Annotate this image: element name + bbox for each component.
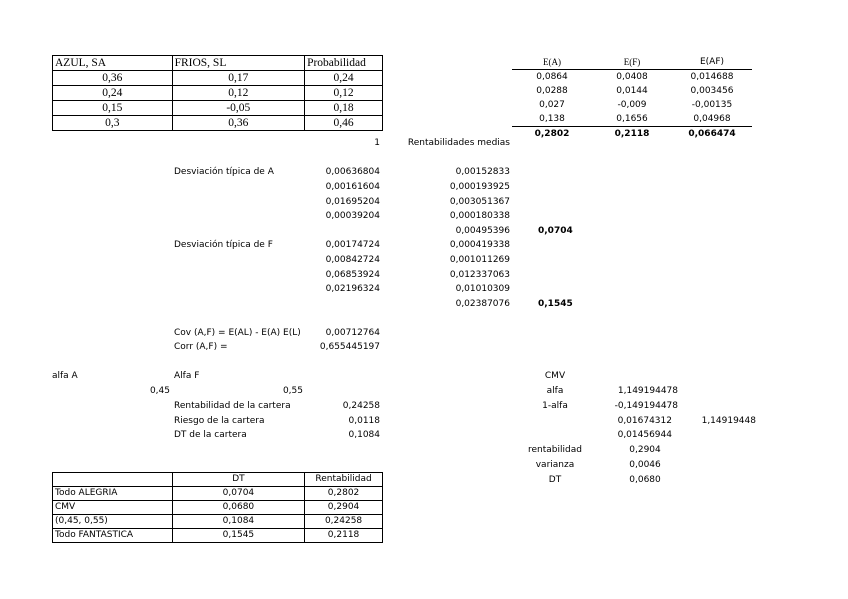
- cell[interactable]: -0,05: [172, 101, 305, 116]
- cmv-alfa-label: alfa: [546, 386, 564, 396]
- cell[interactable]: 0,0704: [172, 487, 304, 501]
- desv-a-label: Desviación típica de A: [174, 167, 274, 177]
- rent-cartera-label: Rentabilidad de la cartera: [174, 401, 291, 411]
- cell[interactable]: 0,36: [172, 116, 305, 131]
- desv-a-c2[interactable]: 0,00495396: [455, 226, 510, 236]
- desv-f-c2[interactable]: 0,012337063: [449, 270, 510, 280]
- table-row: [512, 84, 752, 98]
- header-empty: [53, 473, 173, 487]
- alfa-f-value[interactable]: 0,55: [282, 386, 303, 396]
- table-row: [53, 116, 383, 131]
- desv-a-c2[interactable]: 0,000193925: [449, 182, 510, 192]
- riesgo-cartera-label: Riesgo de la cartera: [174, 416, 265, 426]
- table-row: [53, 101, 383, 116]
- dt-cartera-value[interactable]: 0,1084: [348, 430, 380, 440]
- desv-f-c2[interactable]: 0,001011269: [449, 255, 510, 265]
- table-row: [512, 112, 752, 127]
- cell[interactable]: 0,04968: [672, 112, 752, 127]
- cell[interactable]: 0,0864: [536, 72, 568, 82]
- desv-f-c2[interactable]: 0,01010309: [455, 284, 510, 294]
- cell[interactable]: 0,24258: [305, 515, 383, 529]
- means-row: [512, 127, 752, 142]
- mean-eaf[interactable]: 0,066474: [688, 129, 736, 139]
- cell[interactable]: 0,0288: [536, 86, 568, 96]
- header-probabilidad: Probabilidad: [305, 56, 383, 71]
- prob-sum: 1: [374, 138, 380, 148]
- cmv-v1[interactable]: 0,01674312: [617, 416, 672, 426]
- riesgo-cartera-value[interactable]: 0,0118: [348, 416, 380, 426]
- cell[interactable]: 0,12: [305, 86, 383, 101]
- cell[interactable]: 0,3: [53, 116, 173, 131]
- corr-label: Corr (A,F) =: [174, 342, 228, 352]
- cell[interactable]: 0,2118: [305, 529, 383, 543]
- row-label[interactable]: Todo FANTASTICA: [53, 529, 173, 543]
- cell[interactable]: 0,138: [512, 112, 592, 127]
- cell[interactable]: 0,0680: [172, 501, 304, 515]
- cell[interactable]: 0,1656: [592, 112, 672, 127]
- cmv-one-minus-label: 1-alfa: [542, 401, 568, 411]
- cmv-v2[interactable]: 0,01456944: [617, 430, 672, 440]
- cell[interactable]: 0,027: [539, 100, 565, 110]
- cov-label: Cov (A,F) = E(AL) - E(A) E(L): [174, 328, 301, 338]
- cmv-one-minus-value[interactable]: -0,149194478: [614, 401, 678, 411]
- header-frios: FRIOS, SL: [172, 56, 305, 71]
- desv-f-c1[interactable]: 0,00842724: [325, 255, 380, 265]
- table-header-row: [53, 56, 383, 71]
- row-label[interactable]: Todo ALEGRIA: [53, 487, 173, 501]
- cell[interactable]: 0,24: [305, 71, 383, 86]
- desv-a-c2[interactable]: 0,00152833: [455, 167, 510, 177]
- cell[interactable]: -0,009: [617, 100, 647, 110]
- table-row: [53, 515, 383, 529]
- desv-f-c2[interactable]: 0,02387076: [455, 299, 510, 309]
- desv-f-c2[interactable]: 0,000419338: [449, 240, 510, 250]
- cell[interactable]: 0,0408: [616, 72, 648, 82]
- cell[interactable]: -0,00135: [691, 100, 733, 110]
- cmv-rent-label: rentabilidad: [528, 445, 582, 455]
- header-rentabilidad: Rentabilidad: [305, 473, 383, 487]
- cell[interactable]: 0,1084: [172, 515, 304, 529]
- header-ea: E(A): [512, 55, 592, 70]
- cov-value[interactable]: 0,00712764: [325, 328, 380, 338]
- desv-f-result[interactable]: 0,1545: [538, 299, 573, 309]
- cmv-dt-label: DT: [548, 475, 562, 485]
- table-header-row: [53, 473, 383, 487]
- alfa-f-label: Alfa F: [174, 371, 200, 381]
- probability-table: [52, 55, 383, 131]
- cmv-dt-value[interactable]: 0,0680: [629, 475, 661, 485]
- desv-f-c1[interactable]: 0,00174724: [325, 240, 380, 250]
- desv-f-c1[interactable]: 0,06853924: [325, 270, 380, 280]
- header-dt: DT: [172, 473, 304, 487]
- table-row: [53, 86, 383, 101]
- expectation-table: [512, 55, 752, 141]
- table-row: [512, 70, 752, 85]
- cell[interactable]: 0,12: [172, 86, 305, 101]
- cell[interactable]: 0,1545: [172, 529, 304, 543]
- cmv-var-label: varianza: [535, 460, 575, 470]
- cmv-title: CMV: [544, 371, 566, 381]
- alfa-a-label: alfa A: [52, 371, 78, 381]
- alfa-a-value[interactable]: 0,45: [149, 386, 170, 396]
- cell[interactable]: 0,46: [305, 116, 383, 131]
- desv-a-result[interactable]: 0,0704: [538, 226, 573, 236]
- mean-ea[interactable]: 0,2802: [534, 129, 570, 139]
- cell[interactable]: 0,0144: [616, 86, 648, 96]
- cell[interactable]: 0,18: [305, 101, 383, 116]
- cell[interactable]: 0,2904: [305, 501, 383, 515]
- cell[interactable]: 0,36: [53, 71, 173, 86]
- means-label: Rentabilidades medias: [407, 138, 510, 148]
- cell[interactable]: 0,2802: [305, 487, 383, 501]
- header-azul: AZUL, SA: [53, 56, 173, 71]
- cell[interactable]: 0,15: [53, 101, 173, 116]
- cell[interactable]: 0,24: [53, 86, 173, 101]
- table-row: [53, 529, 383, 543]
- desv-f-c1[interactable]: 0,02196324: [325, 284, 380, 294]
- mean-ef[interactable]: 0,2118: [614, 129, 650, 139]
- desv-a-c1[interactable]: 0,01695204: [325, 197, 380, 207]
- desv-a-c1[interactable]: 0,00636804: [325, 167, 380, 177]
- header-ef: E(F): [592, 55, 672, 70]
- header-eaf: E(AF): [672, 55, 752, 70]
- corr-value[interactable]: 0,655445197: [319, 342, 380, 352]
- summary-table: [52, 472, 383, 543]
- table-row: [53, 501, 383, 515]
- cmv-alfa-value[interactable]: 1,149194478: [617, 386, 678, 396]
- cell[interactable]: 0,014688: [690, 72, 734, 82]
- row-label[interactable]: (0,45, 0,55): [53, 515, 173, 529]
- desv-a-c1[interactable]: 0,00161604: [325, 182, 380, 192]
- table-header-row: [512, 55, 752, 70]
- table-row: [53, 71, 383, 86]
- desv-a-c2[interactable]: 0,000180338: [449, 211, 510, 221]
- desv-a-c2[interactable]: 0,003051367: [449, 197, 510, 207]
- row-label[interactable]: CMV: [53, 501, 173, 515]
- dt-cartera-label: DT de la cartera: [174, 430, 247, 440]
- desv-f-label: Desviación típica de F: [174, 240, 273, 250]
- cell[interactable]: 0,003456: [690, 86, 734, 96]
- table-row: [512, 98, 752, 112]
- table-row: [53, 487, 383, 501]
- cmv-rent-value[interactable]: 0,2904: [629, 445, 661, 455]
- cmv-v1b[interactable]: 1,14919448: [701, 416, 756, 426]
- cmv-var-value[interactable]: 0,0046: [629, 460, 661, 470]
- cell[interactable]: 0,17: [172, 71, 305, 86]
- rent-cartera-value[interactable]: 0,24258: [342, 401, 380, 411]
- desv-a-c1[interactable]: 0,00039204: [325, 211, 380, 221]
